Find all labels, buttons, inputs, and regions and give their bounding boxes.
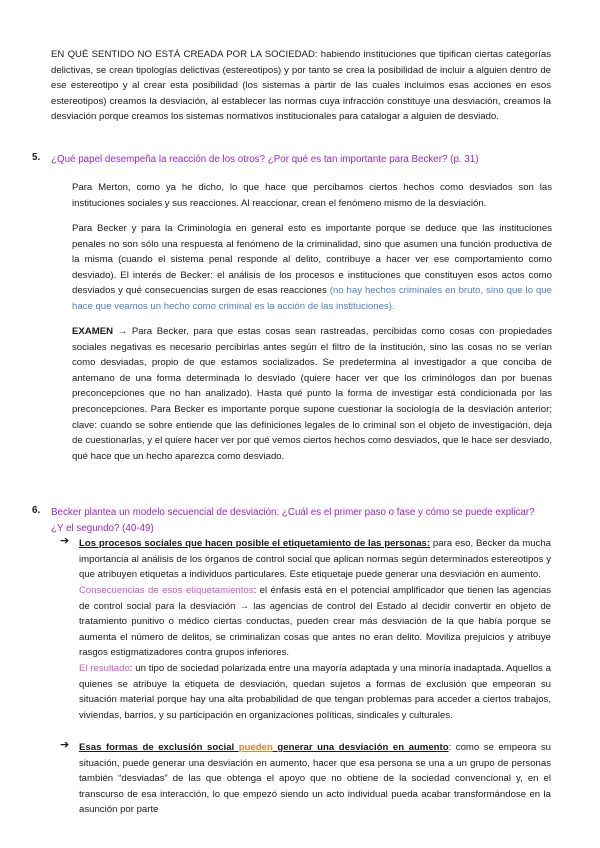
- question-6-heading: [51, 505, 556, 536]
- b1-result-text: : un tipo de sociedad polarizada entre una mayoría adaptada y una minoría inadaptada. Aquellos a quienes se atribuye la etiqueta de desviación, quedan sujetos a formas de exclusión que empeoran su situación material porque hay una alta probabilidad de que tengan problemas para acceder a ciertos trabajos, viviendas, barrios, y su participación en organizaciones políticas, sindicales y culturales.: [79, 663, 551, 721]
- b2-lead-orange: pueden: [238, 742, 273, 753]
- q6-bullet-2: [79, 740, 551, 818]
- b2-text: : como se empeora su situación, puede generar una desviación en aumento, hacer que esa persona se una a un grupo de personas también “desviadas” de las que obtenga el apoyo que no obtiene de la sociedad convencional y, en el transcurso de esa interacción, lo que empezó siendo un acto individual pueda acabar transformándose en la asunción por parte: [79, 742, 552, 816]
- exam-label: EXAMEN: [72, 326, 114, 337]
- q6-result: [79, 661, 551, 723]
- exam-arrow: →: [113, 326, 132, 337]
- q5-paragraph-merton: Para Merton, como ya he dicho, lo que hace que percibamos ciertos hechos como desviados son las instituciones sociales y sus reacciones. Al reaccionar, crean el fenómeno mismo de la desviación.: [72, 182, 552, 209]
- bullet-arrow-icon: ➔: [60, 535, 70, 547]
- exam-text: Para Becker, para que estas cosas sean rastreadas, percibidas como cosas con propiedades sociales negativas es necesario percibirlas antes según el filtro de la institución, sino las cosas no se verían como desviadas, propio de que estamos socializados. Se predetermina al investigador a que conciba de antemano de una forma determinada lo desviado (quiere hacer ver que los criminólogos dan por buenas preconcepciones que no han analizado). Hasta qué punto la forma de investigar está condicionada por las preconcepciones. Para Becker es importante porque supone cuestionar la sociología de la desviación anterior; clave: cuando se sobre entiende que las definiciones legales de lo criminal son el objeto de investigación, deja de cuestionarlas, y el quiere hacer ver por qué vemos ciertos hechos como desviados, que le hace ser desviado, qué hace que un hecho aparezca como desviado.: [72, 326, 552, 462]
- bullet-arrow-icon-2: ➔: [60, 739, 70, 751]
- b1-consequences-text: : el énfasis está en el potencial amplificador que tienen las agencias de control social para la desviación → las agencias de control del Estado al decidir convertir en objeto de tratamiento punitivo o médico ciertas conductas, pueden crear más desviación de la que había porque se aumenta el número de delitos, se criminalizan cosas que antes no eran delito. Moviliza prejuicios y atribuye rasgos estigmatizadores contra grupos inferiores.: [79, 585, 552, 659]
- question-5-number: 5.: [32, 152, 41, 163]
- q5-becker-blue-note: (no hay hechos criminales en bruto, sino que lo que hace que veamos un hecho como criminal es la acción de las instituciones).: [72, 285, 552, 312]
- b1-lead: Los procesos sociales que hacen posible el etiquetamiento de las personas:: [79, 538, 431, 549]
- b2-lead-2: generar una desviación en aumento: [272, 742, 449, 753]
- q6-bullet-1: [79, 536, 551, 583]
- q5-paragraph-becker: [72, 221, 552, 315]
- b1-text: para eso, Becker da mucha importancia al análisis de los órganos de control social que aplican normas según determinados estereotipos y que atribuyen etiquetas a individuos particulares. Este etiquetaje puede generar una desviación en aumento.: [79, 538, 551, 581]
- intro-caps-lead: EN QUÉ SENTIDO NO ESTÁ CREADA POR LA SOCIEDAD:: [51, 49, 318, 60]
- question-6-line1: Becker plantea un modelo secuencial de desviación: ¿Cuál es el primer paso o fase y cómo se puede explicar?: [51, 507, 535, 518]
- b1-result-label: El resultado: [79, 663, 130, 674]
- b2-lead-1: Esas formas de exclusión social: [79, 742, 239, 753]
- question-5-heading: ¿Qué papel desempeña la reacción de los otros? ¿Por qué es tan importante para Becker? (p. 31): [51, 154, 479, 165]
- question-6-number: 6.: [32, 505, 41, 516]
- intro-text: habiendo instituciones que tipifican ciertas categorías delictivas, se crean tipologías delictivas (estereotipos) y por tanto se crea la posibilidad de incluir a alguien dentro de ese estereotipo y al crear esta posibilidad (los sistemas a partir de las cuales incluimos esas acciones en esos estereotipos) creamos la desviación, al establecer las normas cuya infracción constituye una desviación, creamos la desviación porque creamos los sistemas normativos institucionales para catalogar a alguien de desviado.: [51, 49, 551, 123]
- q5-becker-text: Para Becker y para la Criminología en general esto es importante porque se deduce que las instituciones penales no son sólo una respuesta al fenómeno de la criminalidad, sino que asumen una función productiva de la misma (cuando el sistema penal responde al delito, contribuye a hacer ver ese comportamiento como desviado). El interés de Becker: el análisis de los procesos e instituciones que constituyen esos actos como desviados y qué consecuencias surgen de esas reacciones: [72, 223, 552, 297]
- question-6-line2: ¿Y el segundo? (40-49): [51, 522, 154, 534]
- q6-consequences: [79, 583, 551, 661]
- b1-consequences-label: Consecuencias de esos etiquetamientos: [79, 585, 254, 596]
- intro-paragraph: [51, 47, 551, 125]
- q5-exam-paragraph: [72, 324, 552, 464]
